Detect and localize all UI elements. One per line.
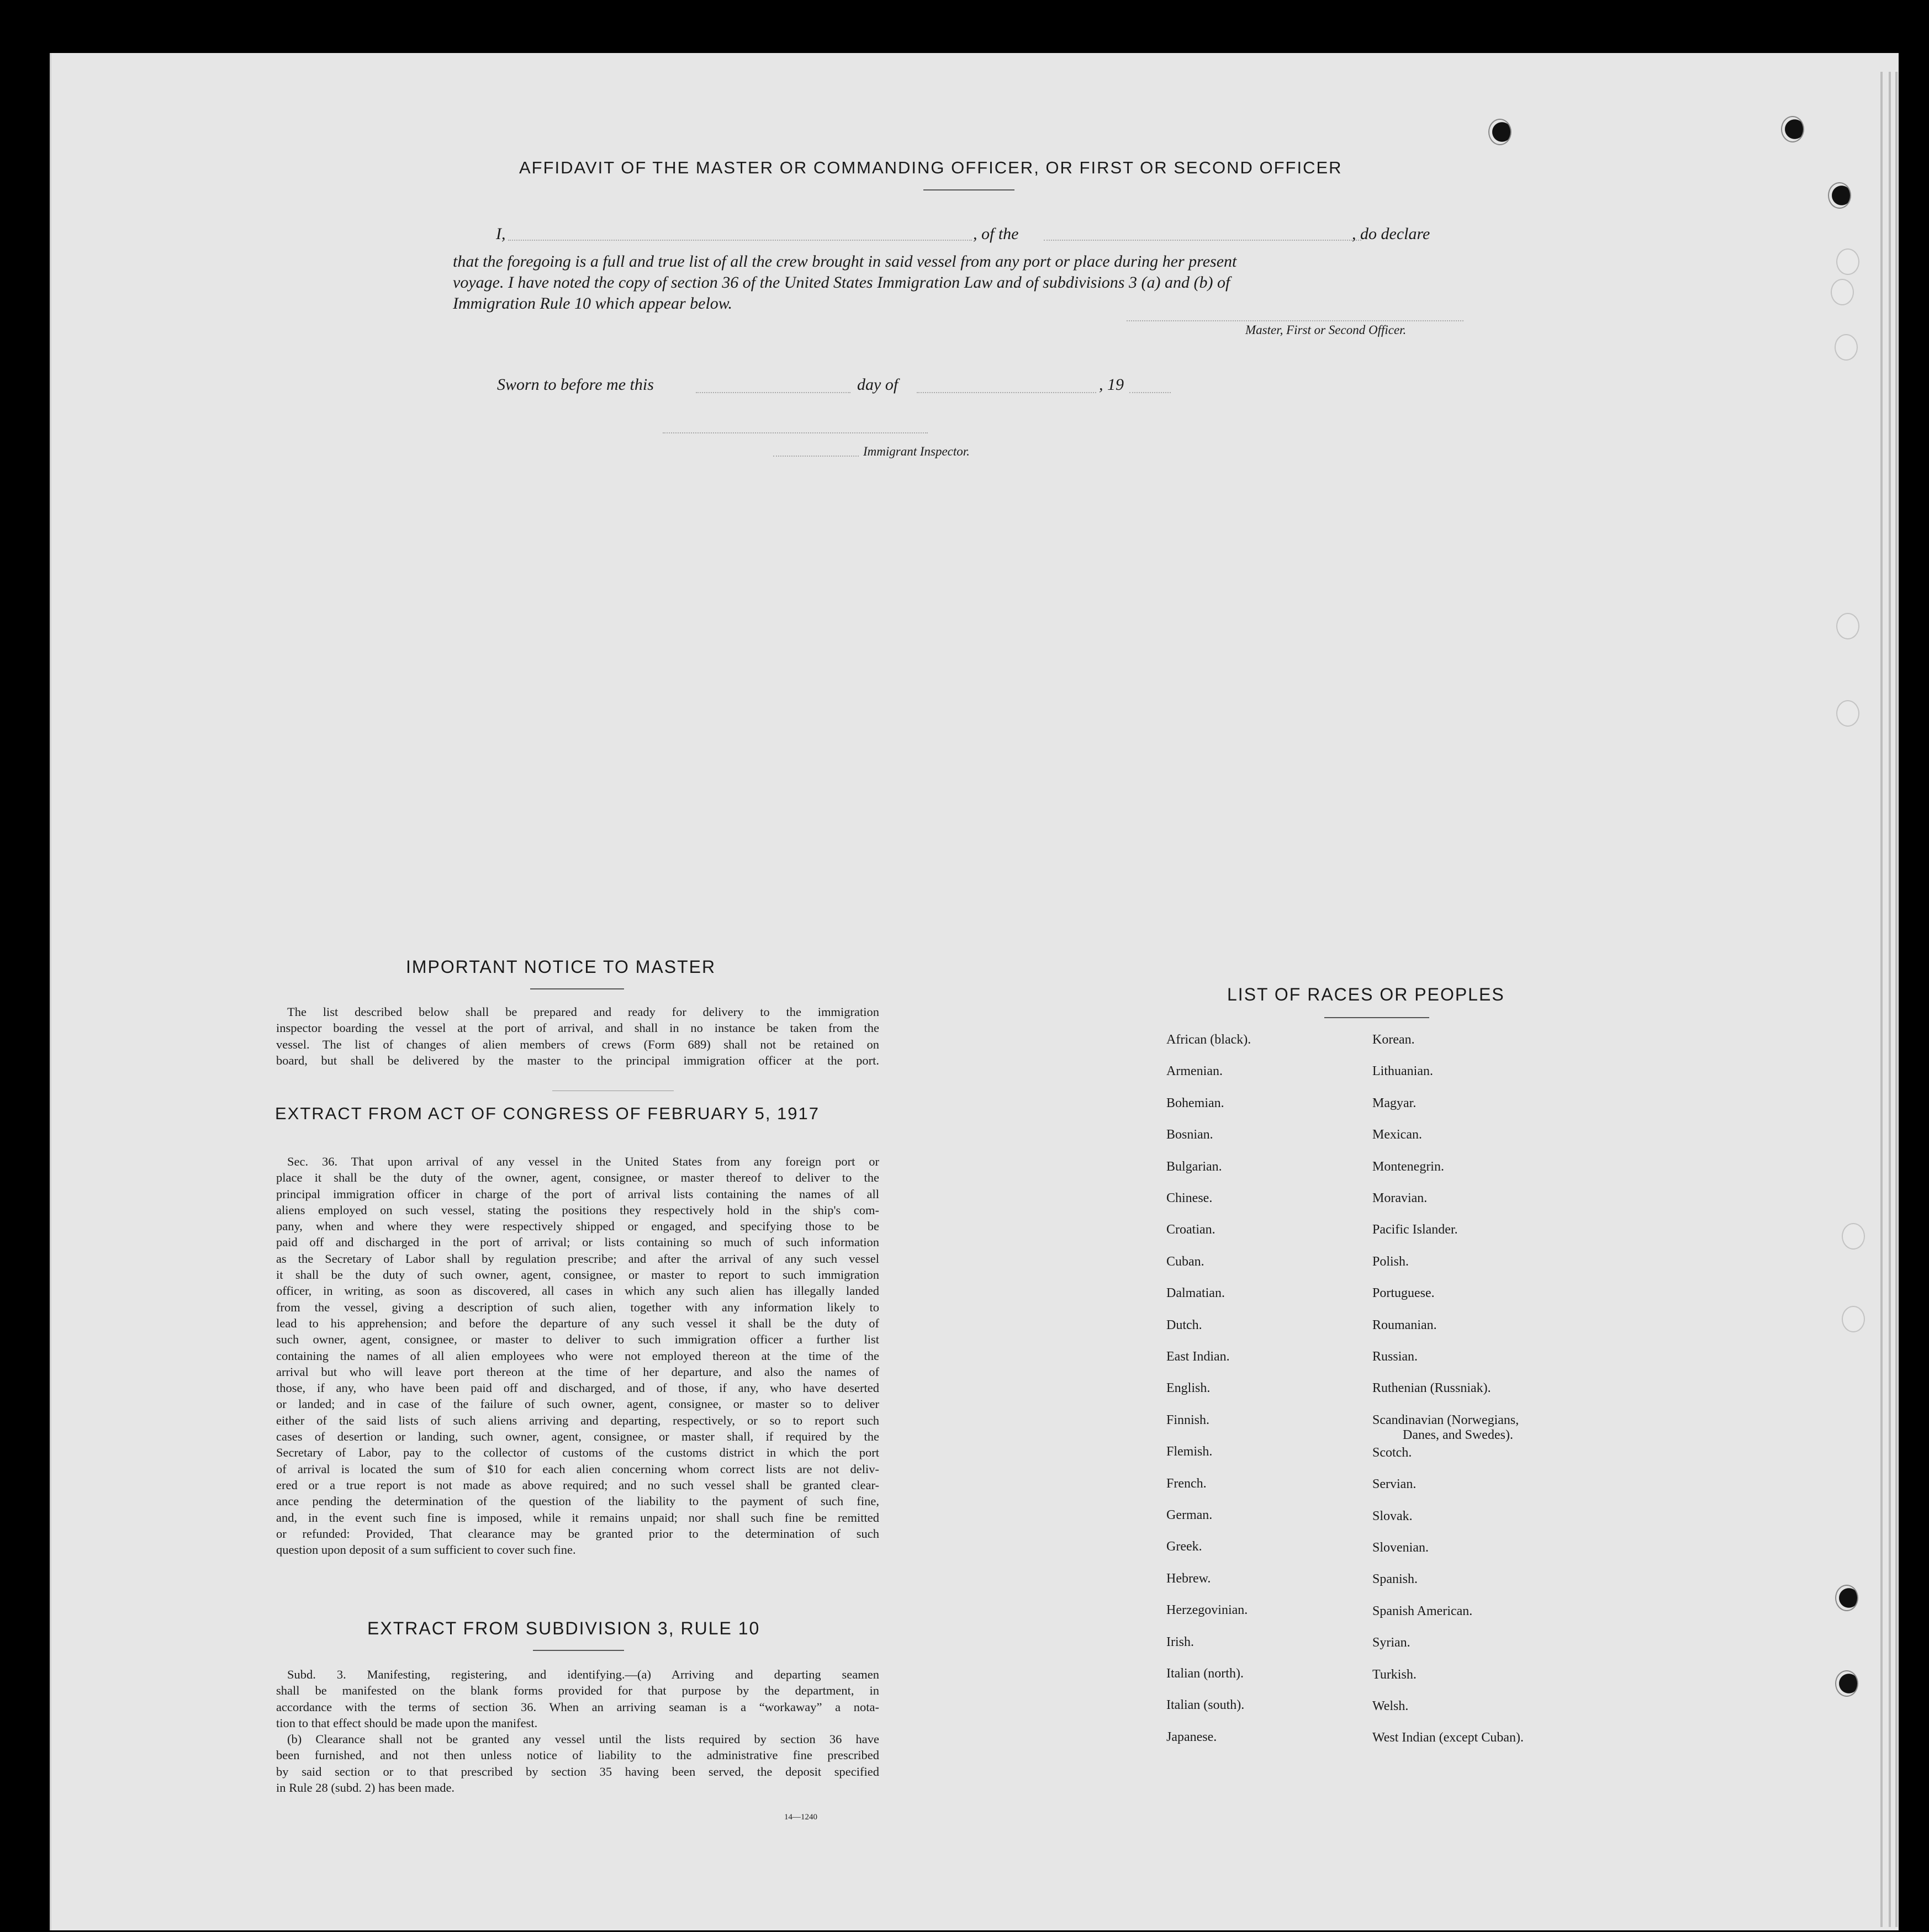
rule-underline <box>533 1650 624 1651</box>
notice-title: IMPORTANT NOTICE TO MASTER <box>406 957 716 977</box>
act-line: of arrival is located the sum of $10 for each alien concerning whom correct lists are not deliv- <box>276 1462 879 1476</box>
race-item: African (black). <box>1166 1033 1251 1047</box>
affidavit-text-line: that the foregoing is a full and true list of all the crew brought in said vessel from any port or place during her present <box>453 252 1237 271</box>
act-line: officer, in writing, as soon as discovered, all cases in which any such alien has illegally landed <box>276 1284 879 1298</box>
race-item: Moravian. <box>1372 1191 1428 1205</box>
punch-hole <box>1831 279 1854 305</box>
race-item: Ruthenian (Russniak). <box>1372 1381 1491 1396</box>
race-item: Syrian. <box>1372 1635 1410 1650</box>
punch-hole <box>1842 1306 1865 1332</box>
race-item: Dalmatian. <box>1166 1286 1225 1301</box>
act-line: paid off and discharged in the port of arrival; or lists containing so much of such information <box>276 1235 879 1250</box>
vessel-name-field[interactable] <box>1044 240 1361 241</box>
race-item: Japanese. <box>1166 1729 1217 1744</box>
race-item: Chinese. <box>1166 1191 1213 1205</box>
notice-text <box>276 1004 879 1068</box>
inspector-signature-caption: Immigrant Inspector. <box>863 444 970 458</box>
race-item: German. <box>1166 1508 1213 1522</box>
act-line: as the Secretary of Labor shall by regulation prescribe; and after the arrival of any such vessel <box>276 1251 879 1266</box>
title-underline <box>923 189 1014 190</box>
races-title: LIST OF RACES OR PEOPLES <box>1227 984 1505 1004</box>
inspector-signature-field[interactable] <box>663 432 928 433</box>
race-item: West Indian (except Cuban). <box>1372 1730 1524 1745</box>
act-line: aliens employed on such vessel, stating the positions they respectively hold in the ship's com- <box>276 1203 879 1217</box>
act-line: either of the said lists of such aliens arriving and departing, respectively, or so to report such <box>276 1413 879 1427</box>
sworn-label: Sworn to before me this <box>497 375 654 394</box>
race-item: Welsh. <box>1372 1698 1409 1713</box>
race-item: Montenegrin. <box>1372 1159 1444 1174</box>
rule-line: by said section or to that prescribed by section 35 having been served, the deposit specified <box>276 1764 879 1779</box>
page-edge <box>1895 72 1898 1927</box>
race-item: Bosnian. <box>1166 1128 1213 1142</box>
affidavit-text-line: Immigration Rule 10 which appear below. <box>453 294 733 313</box>
punch-hole <box>1835 1585 1858 1611</box>
race-item: Italian (south). <box>1166 1698 1245 1713</box>
race-item: Irish. <box>1166 1634 1194 1649</box>
race-item: Herzegovinian. <box>1166 1603 1248 1618</box>
sworn-year-field[interactable] <box>1129 392 1171 393</box>
rule-line: in Rule 28 (subd. 2) has been made. <box>276 1781 455 1795</box>
notice-line: board, but shall be delivered by the master to the principal immigration officer at the port. <box>276 1053 879 1067</box>
punch-hole <box>1836 700 1859 727</box>
notice-underline <box>530 988 624 989</box>
race-item: Hebrew. <box>1166 1571 1211 1586</box>
act-line: from the vessel, giving a description of such alien, together with any information likely to <box>276 1300 879 1314</box>
act-line: it shall be the duty of such owner, agent, consignee, or master to report to such immigration <box>276 1268 879 1282</box>
rule-line: (b) Clearance shall not be granted any vessel until the lists required by section 36 have <box>287 1732 879 1746</box>
act-line: those, if any, who have been paid off and discharged, and of those, if any, who have deserted <box>276 1381 879 1395</box>
race-item: Turkish. <box>1372 1667 1417 1682</box>
act-line: such owner, agent, consignee, or master to deliver to such immigration officer a further list <box>276 1332 879 1347</box>
page-edge <box>1889 72 1891 1927</box>
punch-hole <box>1836 613 1859 639</box>
race-item: Spanish American. <box>1372 1603 1473 1618</box>
race-item: Servian. <box>1372 1477 1417 1492</box>
race-item: Dutch. <box>1166 1317 1202 1332</box>
race-item: Bohemian. <box>1166 1095 1224 1110</box>
punch-hole <box>1836 248 1859 275</box>
act-extract-text <box>276 1153 879 1558</box>
act-line: pany, when and where they were respectively shipped or engaged, and specifying those to be <box>276 1219 879 1234</box>
rule-extract-title: EXTRACT FROM SUBDIVISION 3, RULE 10 <box>367 1618 760 1638</box>
punch-hole <box>1828 182 1851 209</box>
form-number: 14—1240 <box>784 1813 817 1822</box>
race-item: Mexican. <box>1372 1128 1422 1142</box>
act-line: place it shall be the duty of the owner, agent, consignee, or master thereof to deliver to the <box>276 1171 879 1185</box>
day-of-label: day of <box>857 375 899 394</box>
act-line: question upon deposit of a sum sufficient to cover such fine. <box>276 1543 576 1557</box>
affidavit-text-line: voyage. I have noted the copy of section 36 of the United States Immigration Law and of subdivisions 3 (a) and (b) of <box>453 273 1230 292</box>
race-item: Slovak. <box>1372 1508 1413 1523</box>
declarant-name-field[interactable] <box>508 240 972 241</box>
race-item-continuation: Danes, and Swedes). <box>1403 1427 1513 1442</box>
act-line: ered or a true report is not made as above required; and no such vessel shall be granted clear- <box>276 1478 879 1492</box>
rule-line: accordance with the terms of section 36. When an arriving seaman is a “workaway” a nota- <box>276 1700 879 1714</box>
notice-line: The list described below shall be prepared and ready for delivery to the immigration <box>287 1005 879 1019</box>
race-item: Pacific Islander. <box>1372 1222 1458 1237</box>
rule-extract-text <box>276 1666 879 1796</box>
act-line: and, in the event such fine is imposed, while it remains unpaid; nor shall such fine be remitted <box>276 1510 879 1525</box>
race-item: Polish. <box>1372 1254 1409 1269</box>
race-item: Magyar. <box>1372 1095 1417 1110</box>
punch-hole <box>1842 1223 1865 1250</box>
notice-line: vessel. The list of changes of alien members of crews (Form 689) shall not be retained on <box>276 1037 879 1051</box>
race-item: Roumanian. <box>1372 1317 1437 1332</box>
act-line: Sec. 36. That upon arrival of any vessel in the United States from any foreign port or <box>287 1155 879 1168</box>
race-item: French. <box>1166 1476 1207 1491</box>
race-item: Portuguese. <box>1372 1286 1435 1301</box>
race-item: Lithuanian. <box>1372 1064 1433 1079</box>
act-extract-title: EXTRACT FROM ACT OF CONGRESS OF FEBRUARY 5, 1917 <box>275 1104 820 1123</box>
sworn-month-field[interactable] <box>917 392 1096 393</box>
race-item: Scotch. <box>1372 1445 1412 1460</box>
punch-hole <box>1781 116 1804 142</box>
race-item: East Indian. <box>1166 1349 1230 1364</box>
races-underline <box>1324 1017 1429 1018</box>
race-item: Scandinavian (Norwegians, <box>1372 1412 1519 1427</box>
race-item: Italian (north). <box>1166 1666 1244 1681</box>
rule-line: shall be manifested on the blank forms provided for that purpose by the department, in <box>276 1684 879 1698</box>
race-item: Greek. <box>1166 1539 1202 1554</box>
do-declare-label: , do declare <box>1352 225 1430 243</box>
punch-hole <box>1835 1670 1858 1697</box>
race-item: Croatian. <box>1166 1222 1215 1237</box>
inspector-signature-field[interactable] <box>773 456 859 457</box>
act-line: or landed; and in case of the failure of such owner, agent, consignee, or master so to deliver <box>276 1397 879 1411</box>
race-item: Cuban. <box>1166 1254 1204 1269</box>
race-item: Flemish. <box>1166 1444 1213 1459</box>
race-item: Armenian. <box>1166 1064 1223 1079</box>
master-signature-field[interactable] <box>1127 320 1463 321</box>
punch-hole <box>1835 334 1858 361</box>
rule-line: tion to that effect should be made upon the manifest. <box>276 1716 538 1730</box>
notice-line: inspector boarding the vessel at the port of arrival, and shall in no instance be taken from the <box>276 1021 879 1035</box>
act-line: containing the names of all alien employees who were not employed thereon at the time of the <box>276 1348 879 1363</box>
sworn-day-field[interactable] <box>696 392 850 393</box>
page-edge <box>1880 72 1883 1927</box>
race-item: Korean. <box>1372 1033 1415 1047</box>
race-item: Finnish. <box>1166 1412 1210 1427</box>
act-line: arrival but who will leave port thereon at the time of her departure, and also the names of <box>276 1364 879 1379</box>
document-page <box>50 53 1899 1930</box>
act-line: principal immigration officer in charge of the port of arrival lists containing the names of all <box>276 1187 879 1201</box>
act-line: Secretary of Labor, pay to the collector of customs of the customs district in which the port <box>276 1446 879 1460</box>
rule-line: Subd. 3. Manifesting, registering, and identifying.—(a) Arriving and departing seamen <box>287 1668 879 1681</box>
race-item: Spanish. <box>1372 1572 1418 1587</box>
declarant-label: I, <box>496 225 506 243</box>
act-line: cases of desertion or landing, such owner, agent, consignee, or master shall, if required by the <box>276 1430 879 1444</box>
race-item: Bulgarian. <box>1166 1159 1222 1174</box>
race-item: Russian. <box>1372 1349 1418 1364</box>
act-line: lead to his apprehension; and before the departure of any such vessel it shall be the duty of <box>276 1316 879 1330</box>
rule-line: been furnished, and not then unless notice of liability to the administrative fine prescribed <box>276 1748 879 1762</box>
affidavit-title: AFFIDAVIT OF THE MASTER OR COMMANDING OFFICER, OR FIRST OR SECOND OFFICER <box>519 158 1343 177</box>
of-the-label: , of the <box>973 225 1019 243</box>
master-signature-caption: Master, First or Second Officer. <box>1245 323 1407 337</box>
act-line: or refunded: Provided, That clearance may be granted prior to the determination of such <box>276 1526 879 1541</box>
race-item: Slovenian. <box>1372 1540 1429 1555</box>
race-item: English. <box>1166 1381 1211 1396</box>
act-line: ance pending the determination of the question of the liability to the payment of such fine, <box>276 1494 879 1508</box>
punch-hole <box>1488 119 1512 145</box>
year-label: , 19 <box>1099 375 1124 394</box>
